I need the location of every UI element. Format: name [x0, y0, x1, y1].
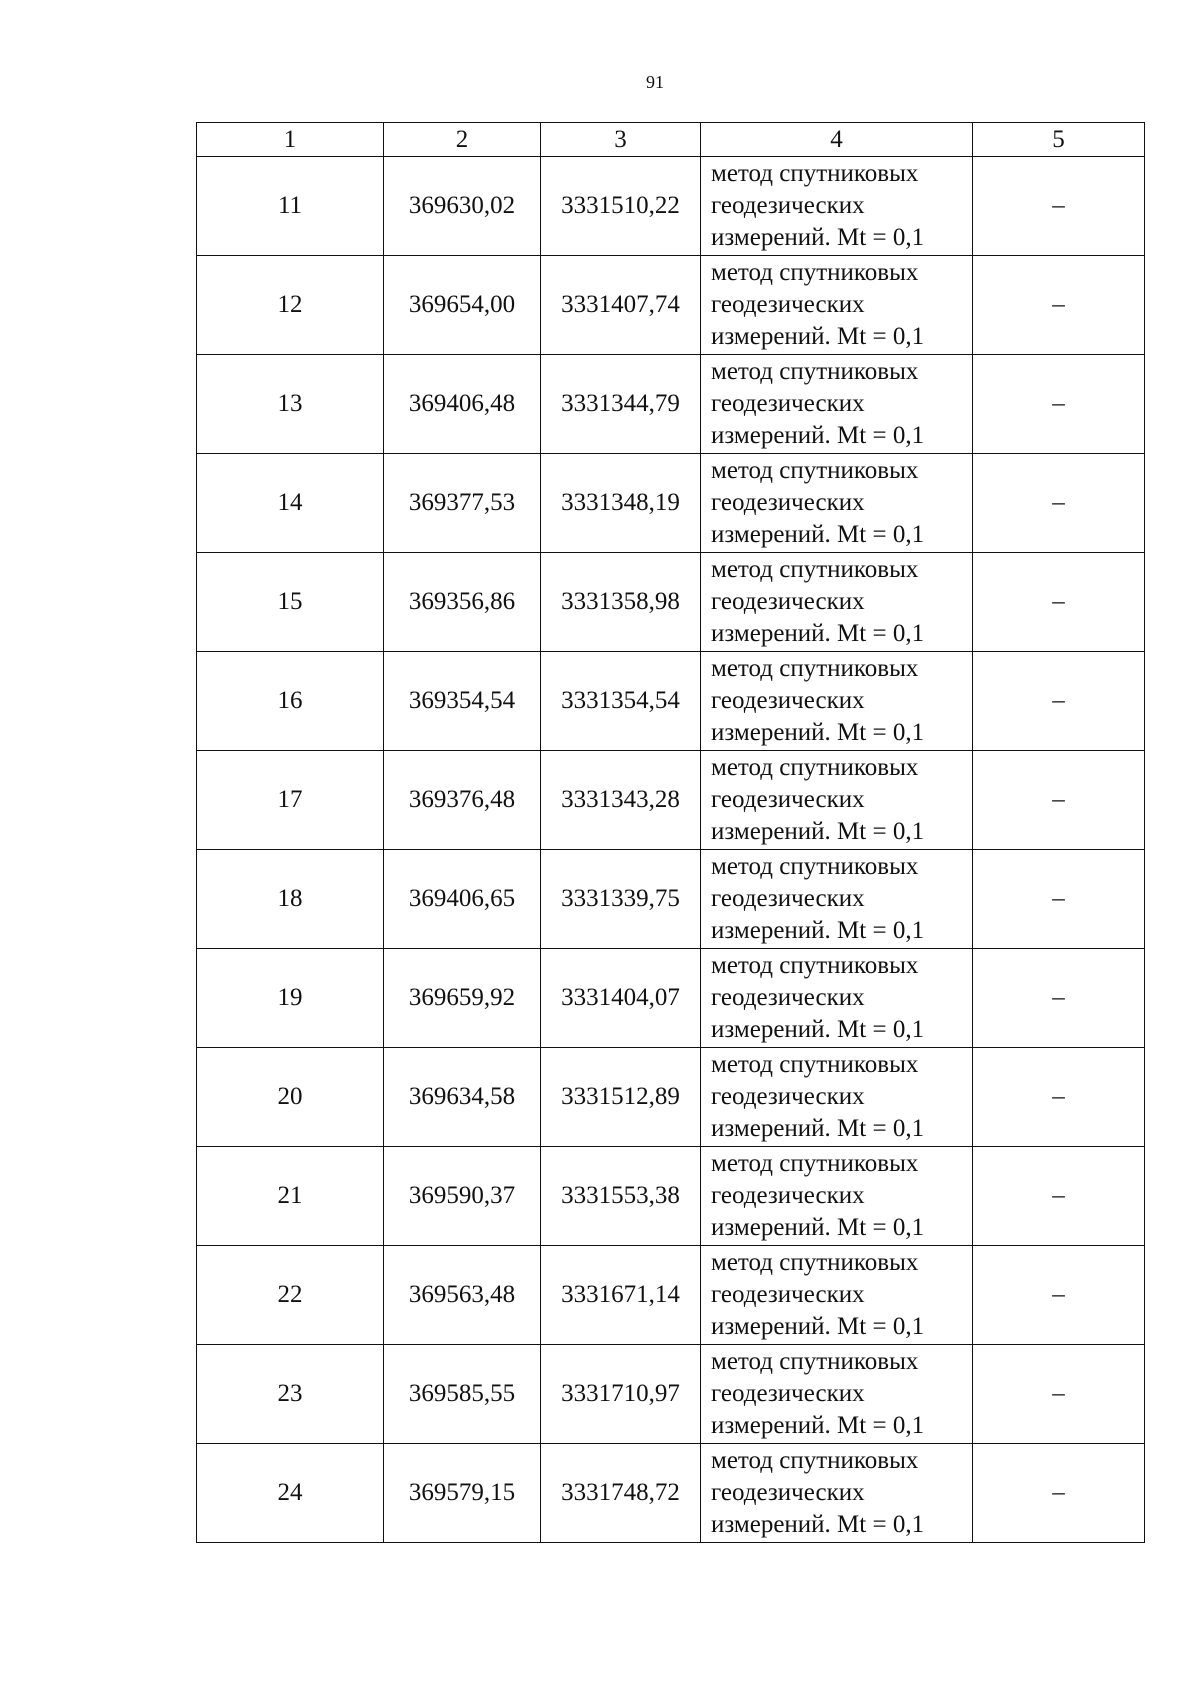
point-number-cell: 23	[197, 1345, 384, 1444]
method-cell	[701, 1147, 973, 1246]
method-line: метод спутниковых	[711, 160, 919, 187]
method-line: измерений. Mt = 0,1	[711, 224, 925, 251]
method-line: геодезических	[711, 1083, 865, 1110]
point-number-cell: 21	[197, 1147, 384, 1246]
method-line: геодезических	[711, 390, 865, 417]
x-coordinate-cell: 369585,55	[384, 1345, 541, 1444]
method-line: метод спутниковых	[711, 1447, 919, 1474]
method-line: метод спутниковых	[711, 1150, 919, 1177]
y-coordinate-cell: 3331358,98	[541, 553, 701, 652]
method-line: измерений. Mt = 0,1	[711, 1412, 925, 1439]
method-line: метод спутниковых	[711, 259, 919, 286]
point-number-cell: 20	[197, 1048, 384, 1147]
method-line: метод спутниковых	[711, 1249, 919, 1276]
method-line: метод спутниковых	[711, 1051, 919, 1078]
y-coordinate-cell: 3331354,54	[541, 652, 701, 751]
point-number-cell: 12	[197, 256, 384, 355]
method-line: измерений. Mt = 0,1	[711, 1016, 925, 1043]
table-body	[197, 157, 1145, 1543]
method-line: измерений. Mt = 0,1	[711, 521, 925, 548]
point-number-cell: 13	[197, 355, 384, 454]
table-row	[197, 652, 1145, 751]
x-coordinate-cell: 369563,48	[384, 1246, 541, 1345]
note-cell: –	[973, 355, 1145, 454]
method-cell	[701, 850, 973, 949]
method-line: геодезических	[711, 786, 865, 813]
note-cell: –	[973, 652, 1145, 751]
point-number-cell: 17	[197, 751, 384, 850]
method-line: метод спутниковых	[711, 457, 919, 484]
note-cell: –	[973, 850, 1145, 949]
method-cell	[701, 553, 973, 652]
point-number-cell: 14	[197, 454, 384, 553]
method-line: измерений. Mt = 0,1	[711, 1214, 925, 1241]
method-cell	[701, 751, 973, 850]
method-line: измерений. Mt = 0,1	[711, 1511, 925, 1538]
table-row	[197, 1345, 1145, 1444]
method-line: геодезических	[711, 489, 865, 516]
table-header-row	[197, 123, 1145, 157]
x-coordinate-cell: 369406,48	[384, 355, 541, 454]
table-row	[197, 553, 1145, 652]
method-line: геодезических	[711, 1182, 865, 1209]
method-line: измерений. Mt = 0,1	[711, 719, 925, 746]
x-coordinate-cell: 369356,86	[384, 553, 541, 652]
x-coordinate-cell: 369634,58	[384, 1048, 541, 1147]
table-row	[197, 157, 1145, 256]
method-cell	[701, 157, 973, 256]
note-cell: –	[973, 1048, 1145, 1147]
method-cell	[701, 652, 973, 751]
method-line: геодезических	[711, 192, 865, 219]
method-cell	[701, 256, 973, 355]
table-row	[197, 355, 1145, 454]
method-line: метод спутниковых	[711, 1348, 919, 1375]
column-header: 5	[973, 123, 1145, 157]
table-row	[197, 256, 1145, 355]
method-line: измерений. Mt = 0,1	[711, 1313, 925, 1340]
method-line: геодезических	[711, 1479, 865, 1506]
column-header: 3	[541, 123, 701, 157]
y-coordinate-cell: 3331407,74	[541, 256, 701, 355]
method-line: измерений. Mt = 0,1	[711, 818, 925, 845]
point-number-cell: 19	[197, 949, 384, 1048]
method-cell	[701, 1246, 973, 1345]
y-coordinate-cell: 3331512,89	[541, 1048, 701, 1147]
page-number: 91	[646, 72, 664, 92]
y-coordinate-cell: 3331710,97	[541, 1345, 701, 1444]
point-number-cell: 24	[197, 1444, 384, 1543]
note-cell: –	[973, 1147, 1145, 1246]
y-coordinate-cell: 3331404,07	[541, 949, 701, 1048]
note-cell: –	[973, 1345, 1145, 1444]
x-coordinate-cell: 369406,65	[384, 850, 541, 949]
note-cell: –	[973, 256, 1145, 355]
table-row	[197, 1147, 1145, 1246]
method-line: метод спутниковых	[711, 952, 919, 979]
y-coordinate-cell: 3331671,14	[541, 1246, 701, 1345]
point-number-cell: 11	[197, 157, 384, 256]
note-cell: –	[973, 751, 1145, 850]
table-row	[197, 1444, 1145, 1543]
method-cell	[701, 454, 973, 553]
x-coordinate-cell: 369630,02	[384, 157, 541, 256]
point-number-cell: 18	[197, 850, 384, 949]
y-coordinate-cell: 3331553,38	[541, 1147, 701, 1246]
x-coordinate-cell: 369354,54	[384, 652, 541, 751]
note-cell: –	[973, 949, 1145, 1048]
method-line: измерений. Mt = 0,1	[711, 917, 925, 944]
x-coordinate-cell: 369654,00	[384, 256, 541, 355]
method-line: геодезических	[711, 291, 865, 318]
point-number-cell: 22	[197, 1246, 384, 1345]
method-cell	[701, 1345, 973, 1444]
y-coordinate-cell: 3331339,75	[541, 850, 701, 949]
x-coordinate-cell: 369659,92	[384, 949, 541, 1048]
y-coordinate-cell: 3331748,72	[541, 1444, 701, 1543]
method-line: измерений. Mt = 0,1	[711, 620, 925, 647]
method-cell	[701, 1048, 973, 1147]
table-row	[197, 454, 1145, 553]
method-line: метод спутниковых	[711, 655, 919, 682]
note-cell: –	[973, 1444, 1145, 1543]
table-row	[197, 949, 1145, 1048]
note-cell: –	[973, 454, 1145, 553]
column-header: 1	[197, 123, 384, 157]
method-cell	[701, 949, 973, 1048]
table-row	[197, 1048, 1145, 1147]
column-header: 2	[384, 123, 541, 157]
x-coordinate-cell: 369579,15	[384, 1444, 541, 1543]
method-line: геодезических	[711, 1380, 865, 1407]
method-line: метод спутниковых	[711, 754, 919, 781]
method-line: измерений. Mt = 0,1	[711, 1115, 925, 1142]
y-coordinate-cell: 3331343,28	[541, 751, 701, 850]
method-line: геодезических	[711, 687, 865, 714]
method-line: метод спутниковых	[711, 556, 919, 583]
method-line: геодезических	[711, 1281, 865, 1308]
y-coordinate-cell: 3331348,19	[541, 454, 701, 553]
method-line: измерений. Mt = 0,1	[711, 422, 925, 449]
note-cell: –	[973, 1246, 1145, 1345]
table-row	[197, 850, 1145, 949]
method-line: геодезических	[711, 588, 865, 615]
method-cell	[701, 1444, 973, 1543]
method-line: геодезических	[711, 984, 865, 1011]
method-line: геодезических	[711, 885, 865, 912]
point-number-cell: 16	[197, 652, 384, 751]
method-cell	[701, 355, 973, 454]
table-row	[197, 1246, 1145, 1345]
method-line: метод спутниковых	[711, 853, 919, 880]
method-line: измерений. Mt = 0,1	[711, 323, 925, 350]
method-line: метод спутниковых	[711, 358, 919, 385]
note-cell: –	[973, 157, 1145, 256]
y-coordinate-cell: 3331510,22	[541, 157, 701, 256]
note-cell: –	[973, 553, 1145, 652]
column-header: 4	[701, 123, 973, 157]
x-coordinate-cell: 369377,53	[384, 454, 541, 553]
y-coordinate-cell: 3331344,79	[541, 355, 701, 454]
table-row	[197, 751, 1145, 850]
x-coordinate-cell: 369376,48	[384, 751, 541, 850]
point-number-cell: 15	[197, 553, 384, 652]
coordinates-table	[196, 122, 1145, 1543]
x-coordinate-cell: 369590,37	[384, 1147, 541, 1246]
